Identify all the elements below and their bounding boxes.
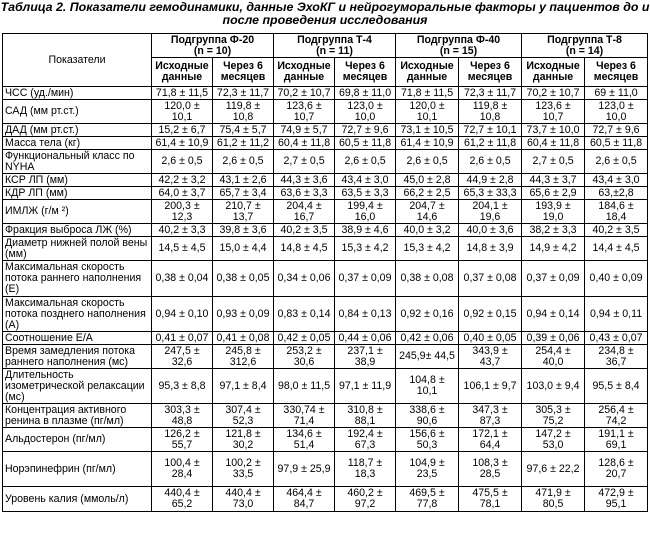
value-cell: 0,34 ± 0,06 bbox=[274, 261, 335, 297]
value-cell: 237,1 ± 38,9 bbox=[335, 345, 396, 369]
value-cell: 72,7 ± 9,6 bbox=[585, 124, 648, 137]
group-header: Подгруппа Ф-20 (n = 10) bbox=[152, 34, 274, 58]
value-cell: 307,4 ± 52,3 bbox=[213, 404, 274, 428]
table-row bbox=[3, 404, 648, 428]
indicator-label: Уровень калия (ммоль/л) bbox=[3, 487, 152, 512]
value-cell: 0,41 ± 0,08 bbox=[213, 332, 274, 345]
value-cell: 43,1 ± 2,6 bbox=[213, 174, 274, 187]
value-cell: 72,3 ± 11,7 bbox=[459, 87, 522, 100]
value-cell: 2,6 ± 0,5 bbox=[585, 150, 648, 174]
indicator-label: ИМЛЖ (г/м ²) bbox=[3, 200, 152, 224]
value-cell: 193,9 ± 19,0 bbox=[522, 200, 585, 224]
value-cell: 245,8 ± 312,6 bbox=[213, 345, 274, 369]
value-cell: 71,8 ± 11,5 bbox=[396, 87, 459, 100]
value-cell: 460,2 ± 97,2 bbox=[335, 487, 396, 512]
value-cell: 2,6 ± 0,5 bbox=[396, 150, 459, 174]
value-cell: 0,43 ± 0,07 bbox=[585, 332, 648, 345]
value-cell: 0,37 ± 0,08 bbox=[459, 261, 522, 297]
value-cell: 0,41 ± 0,07 bbox=[152, 332, 213, 345]
value-cell: 2,7 ± 0,5 bbox=[274, 150, 335, 174]
value-cell: 256,4 ± 74,2 bbox=[585, 404, 648, 428]
value-cell: 60,5 ± 11,8 bbox=[585, 137, 648, 150]
value-cell: 119,8 ± 10,8 bbox=[459, 100, 522, 124]
value-cell: 40,2 ± 3,5 bbox=[274, 224, 335, 237]
value-cell: 210,7 ± 13,7 bbox=[213, 200, 274, 224]
value-cell: 2,6 ± 0,5 bbox=[213, 150, 274, 174]
value-cell: 303,3 ± 48,8 bbox=[152, 404, 213, 428]
table-row bbox=[3, 369, 648, 404]
value-cell: 14,5 ± 4,5 bbox=[152, 237, 213, 261]
value-cell: 119,8 ± 10,8 bbox=[213, 100, 274, 124]
value-cell: 204,4 ± 16,7 bbox=[274, 200, 335, 224]
indicator-label: Фракция выброса ЛЖ (%) bbox=[3, 224, 152, 237]
value-cell: 2,6 ± 0,5 bbox=[152, 150, 213, 174]
indicator-header: Показатели bbox=[3, 34, 152, 87]
value-cell: 0,37 ± 0,09 bbox=[522, 261, 585, 297]
value-cell: 310,8 ± 88,1 bbox=[335, 404, 396, 428]
value-cell: 347,3 ± 87,3 bbox=[459, 404, 522, 428]
value-cell: 199,4 ± 16,0 bbox=[335, 200, 396, 224]
indicator-label: КДР ЛП (мм) bbox=[3, 187, 152, 200]
value-cell: 63,±2,8 bbox=[585, 187, 648, 200]
indicator-label: Максимальная скорость потока раннего наполнения (E) bbox=[3, 261, 152, 297]
table-row bbox=[3, 87, 648, 100]
value-cell: 343,9 ± 43,7 bbox=[459, 345, 522, 369]
value-cell: 440,4 ± 73,0 bbox=[213, 487, 274, 512]
value-cell: 0,83 ± 0,14 bbox=[274, 297, 335, 332]
value-cell: 204,7 ± 14,6 bbox=[396, 200, 459, 224]
value-cell: 64,0 ± 3,7 bbox=[152, 187, 213, 200]
value-cell: 0,40 ± 0,05 bbox=[459, 332, 522, 345]
value-cell: 172,1 ± 64,4 bbox=[459, 428, 522, 452]
value-cell: 38,2 ± 3,3 bbox=[522, 224, 585, 237]
group-header: Подгруппа Т-4 (n = 11) bbox=[274, 34, 396, 58]
value-cell: 61,2 ± 11,2 bbox=[213, 137, 274, 150]
value-cell: 97,9 ± 25,9 bbox=[274, 452, 335, 487]
value-cell: 60,4 ± 11,8 bbox=[522, 137, 585, 150]
indicator-label: Диаметр нижней полой вены (мм) bbox=[3, 237, 152, 261]
table-row bbox=[3, 487, 648, 512]
value-cell: 123,6 ± 10,7 bbox=[274, 100, 335, 124]
table-row bbox=[3, 261, 648, 297]
value-cell: 61,4 ± 10,9 bbox=[152, 137, 213, 150]
indicator-label: Масса тела (кг) bbox=[3, 137, 152, 150]
table-row bbox=[3, 100, 648, 124]
value-cell: 95,5 ± 8,4 bbox=[585, 369, 648, 404]
subcolumn-header: Через 6 месяцев bbox=[459, 58, 522, 87]
subcolumn-header: Исходные данные bbox=[522, 58, 585, 87]
value-cell: 475,5 ± 78,1 bbox=[459, 487, 522, 512]
value-cell: 104,8 ± 10,1 bbox=[396, 369, 459, 404]
indicator-label: Длительность изометрической релаксации (мс) bbox=[3, 369, 152, 404]
hemodynamics-table bbox=[2, 33, 648, 512]
table-row bbox=[3, 297, 648, 332]
table-row bbox=[3, 428, 648, 452]
table-row bbox=[3, 345, 648, 369]
indicator-label: Функциональный класс по NYHA bbox=[3, 150, 152, 174]
value-cell: 0,44 ± 0,06 bbox=[335, 332, 396, 345]
value-cell: 15,3 ± 4,2 bbox=[396, 237, 459, 261]
value-cell: 247,5 ± 32,6 bbox=[152, 345, 213, 369]
value-cell: 70,2 ± 10,7 bbox=[274, 87, 335, 100]
table-row bbox=[3, 150, 648, 174]
indicator-label: Норэпинефрин (пг/мл) bbox=[3, 452, 152, 487]
value-cell: 338,6 ± 90,6 bbox=[396, 404, 459, 428]
value-cell: 128,6 ± 20,7 bbox=[585, 452, 648, 487]
subcolumn-header: Через 6 месяцев bbox=[585, 58, 648, 87]
value-cell: 69,8 ± 11,0 bbox=[335, 87, 396, 100]
value-cell: 39,8 ± 3,6 bbox=[213, 224, 274, 237]
value-cell: 0,92 ± 0,16 bbox=[396, 297, 459, 332]
value-cell: 147,2 ± 53,0 bbox=[522, 428, 585, 452]
value-cell: 98,0 ± 11,5 bbox=[274, 369, 335, 404]
table-row bbox=[3, 332, 648, 345]
value-cell: 61,4 ± 10,9 bbox=[396, 137, 459, 150]
value-cell: 0,42 ± 0,05 bbox=[274, 332, 335, 345]
value-cell: 100,4 ± 28,4 bbox=[152, 452, 213, 487]
value-cell: 69 ± 11,0 bbox=[585, 87, 648, 100]
subcolumn-header: Через 6 месяцев bbox=[213, 58, 274, 87]
value-cell: 0,38 ± 0,08 bbox=[396, 261, 459, 297]
value-cell: 330,74 ± 71,4 bbox=[274, 404, 335, 428]
value-cell: 97,6 ± 22,2 bbox=[522, 452, 585, 487]
value-cell: 14,9 ± 4,2 bbox=[522, 237, 585, 261]
value-cell: 123,0 ± 10,0 bbox=[585, 100, 648, 124]
value-cell: 65,3 ± 33,3 bbox=[459, 187, 522, 200]
indicator-label: Концентрация активного ренина в плазме (пг/мл) bbox=[3, 404, 152, 428]
value-cell: 40,2 ± 3,5 bbox=[585, 224, 648, 237]
value-cell: 44,3 ± 3,6 bbox=[274, 174, 335, 187]
value-cell: 106,1 ± 9,7 bbox=[459, 369, 522, 404]
table-row bbox=[3, 237, 648, 261]
table-caption: Таблица 2. Показатели гемодинамики, данные ЭхоКГ и нейрогуморальные факторы у пациентов до и после проведения исследования bbox=[0, 0, 650, 27]
indicator-label: САД (мм рт.ст.) bbox=[3, 100, 152, 124]
value-cell: 100,2 ± 33,5 bbox=[213, 452, 274, 487]
group-header: Подгруппа Ф-40 (n = 15) bbox=[396, 34, 522, 58]
table-row bbox=[3, 200, 648, 224]
value-cell: 184,6 ± 18,4 bbox=[585, 200, 648, 224]
indicator-label: ЧСС (уд./мин) bbox=[3, 87, 152, 100]
value-cell: 118,7 ± 18,3 bbox=[335, 452, 396, 487]
value-cell: 66,2 ± 2,5 bbox=[396, 187, 459, 200]
value-cell: 95,3 ± 8,8 bbox=[152, 369, 213, 404]
value-cell: 71,8 ± 11,5 bbox=[152, 87, 213, 100]
value-cell: 120,0 ± 10,1 bbox=[396, 100, 459, 124]
value-cell: 156,6 ± 50,3 bbox=[396, 428, 459, 452]
indicator-label: Альдостерон (пг/мл) bbox=[3, 428, 152, 452]
table-row bbox=[3, 224, 648, 237]
value-cell: 192,4 ± 67,3 bbox=[335, 428, 396, 452]
value-cell: 63,6 ± 3,3 bbox=[274, 187, 335, 200]
table-row bbox=[3, 137, 648, 150]
value-cell: 72,3 ± 11,7 bbox=[213, 87, 274, 100]
value-cell: 0,42 ± 0,06 bbox=[396, 332, 459, 345]
value-cell: 73,1 ± 10,5 bbox=[396, 124, 459, 137]
value-cell: 123,6 ± 10,7 bbox=[522, 100, 585, 124]
indicator-label: КСР ЛП (мм) bbox=[3, 174, 152, 187]
value-cell: 464,4 ± 84,7 bbox=[274, 487, 335, 512]
value-cell: 43,4 ± 3,0 bbox=[585, 174, 648, 187]
value-cell: 60,4 ± 11,8 bbox=[274, 137, 335, 150]
value-cell: 14,4 ± 4,5 bbox=[585, 237, 648, 261]
value-cell: 0,94 ± 0,11 bbox=[585, 297, 648, 332]
table-row bbox=[3, 124, 648, 137]
value-cell: 0,39 ± 0,06 bbox=[522, 332, 585, 345]
value-cell: 97,1 ± 11,9 bbox=[335, 369, 396, 404]
table-row bbox=[3, 187, 648, 200]
value-cell: 0,40 ± 0,09 bbox=[585, 261, 648, 297]
indicator-label: Время замедления потока раннего наполнения (мс) bbox=[3, 345, 152, 369]
value-cell: 0,93 ± 0,09 bbox=[213, 297, 274, 332]
value-cell: 14,8 ± 3,9 bbox=[459, 237, 522, 261]
value-cell: 60,5 ± 11,8 bbox=[335, 137, 396, 150]
value-cell: 471,9 ± 80,5 bbox=[522, 487, 585, 512]
value-cell: 2,6 ± 0,5 bbox=[459, 150, 522, 174]
value-cell: 123,0 ± 10,0 bbox=[335, 100, 396, 124]
value-cell: 65,7 ± 3,4 bbox=[213, 187, 274, 200]
value-cell: 121,8 ± 30,2 bbox=[213, 428, 274, 452]
table-row bbox=[3, 174, 648, 187]
value-cell: 40,0 ± 3,2 bbox=[396, 224, 459, 237]
value-cell: 204,1 ± 19,6 bbox=[459, 200, 522, 224]
value-cell: 15,2 ± 6,7 bbox=[152, 124, 213, 137]
value-cell: 104,9 ± 23,5 bbox=[396, 452, 459, 487]
value-cell: 234,8 ± 36,7 bbox=[585, 345, 648, 369]
indicator-label: Соотношение E/A bbox=[3, 332, 152, 345]
value-cell: 126,2 ± 55,7 bbox=[152, 428, 213, 452]
value-cell: 15,0 ± 4,4 bbox=[213, 237, 274, 261]
indicator-label: Максимальная скорость потока позднего наполнения (A) bbox=[3, 297, 152, 332]
value-cell: 40,2 ± 3,3 bbox=[152, 224, 213, 237]
value-cell: 2,7 ± 0,5 bbox=[522, 150, 585, 174]
value-cell: 245,9± 44,5 bbox=[396, 345, 459, 369]
value-cell: 108,3 ± 28,5 bbox=[459, 452, 522, 487]
value-cell: 73,7 ± 10,0 bbox=[522, 124, 585, 137]
value-cell: 305,3 ± 75,2 bbox=[522, 404, 585, 428]
value-cell: 44,9 ± 2,8 bbox=[459, 174, 522, 187]
value-cell: 44,3 ± 3,7 bbox=[522, 174, 585, 187]
value-cell: 469,5 ± 77,8 bbox=[396, 487, 459, 512]
value-cell: 0,37 ± 0,09 bbox=[335, 261, 396, 297]
value-cell: 0,38 ± 0,05 bbox=[213, 261, 274, 297]
value-cell: 103,0 ± 9,4 bbox=[522, 369, 585, 404]
subcolumn-header: Исходные данные bbox=[396, 58, 459, 87]
value-cell: 440,4 ± 65,2 bbox=[152, 487, 213, 512]
value-cell: 65,6 ± 2,9 bbox=[522, 187, 585, 200]
value-cell: 254,4 ± 40,0 bbox=[522, 345, 585, 369]
value-cell: 0,94 ± 0,14 bbox=[522, 297, 585, 332]
value-cell: 43,4 ± 3,0 bbox=[335, 174, 396, 187]
value-cell: 0,38 ± 0,04 bbox=[152, 261, 213, 297]
group-header: Подгруппа Т-8 (n = 14) bbox=[522, 34, 648, 58]
value-cell: 70,2 ± 10,7 bbox=[522, 87, 585, 100]
value-cell: 253,2 ± 30,6 bbox=[274, 345, 335, 369]
value-cell: 15,3 ± 4,2 bbox=[335, 237, 396, 261]
value-cell: 38,9 ± 4,6 bbox=[335, 224, 396, 237]
subcolumn-header: Через 6 месяцев bbox=[335, 58, 396, 87]
value-cell: 42,2 ± 3,2 bbox=[152, 174, 213, 187]
indicator-label: ДАД (мм рт.ст.) bbox=[3, 124, 152, 137]
subcolumn-header: Исходные данные bbox=[152, 58, 213, 87]
value-cell: 97,1 ± 8,4 bbox=[213, 369, 274, 404]
value-cell: 2,6 ± 0,5 bbox=[335, 150, 396, 174]
value-cell: 191,1 ± 69,1 bbox=[585, 428, 648, 452]
value-cell: 63,5 ± 3,3 bbox=[335, 187, 396, 200]
value-cell: 45,0 ± 2,8 bbox=[396, 174, 459, 187]
value-cell: 200,3 ± 12,3 bbox=[152, 200, 213, 224]
value-cell: 72,7 ± 9,6 bbox=[335, 124, 396, 137]
value-cell: 0,92 ± 0,15 bbox=[459, 297, 522, 332]
value-cell: 0,84 ± 0,13 bbox=[335, 297, 396, 332]
value-cell: 72,7 ± 10,1 bbox=[459, 124, 522, 137]
value-cell: 134,6 ± 51,4 bbox=[274, 428, 335, 452]
value-cell: 74,9 ± 5,7 bbox=[274, 124, 335, 137]
value-cell: 40,0 ± 3,6 bbox=[459, 224, 522, 237]
value-cell: 472,9 ± 95,1 bbox=[585, 487, 648, 512]
value-cell: 14,8 ± 4,5 bbox=[274, 237, 335, 261]
value-cell: 75,4 ± 5,7 bbox=[213, 124, 274, 137]
table-row bbox=[3, 452, 648, 487]
value-cell: 120,0 ± 10,1 bbox=[152, 100, 213, 124]
value-cell: 0,94 ± 0,10 bbox=[152, 297, 213, 332]
value-cell: 61,2 ± 11,8 bbox=[459, 137, 522, 150]
subcolumn-header: Исходные данные bbox=[274, 58, 335, 87]
